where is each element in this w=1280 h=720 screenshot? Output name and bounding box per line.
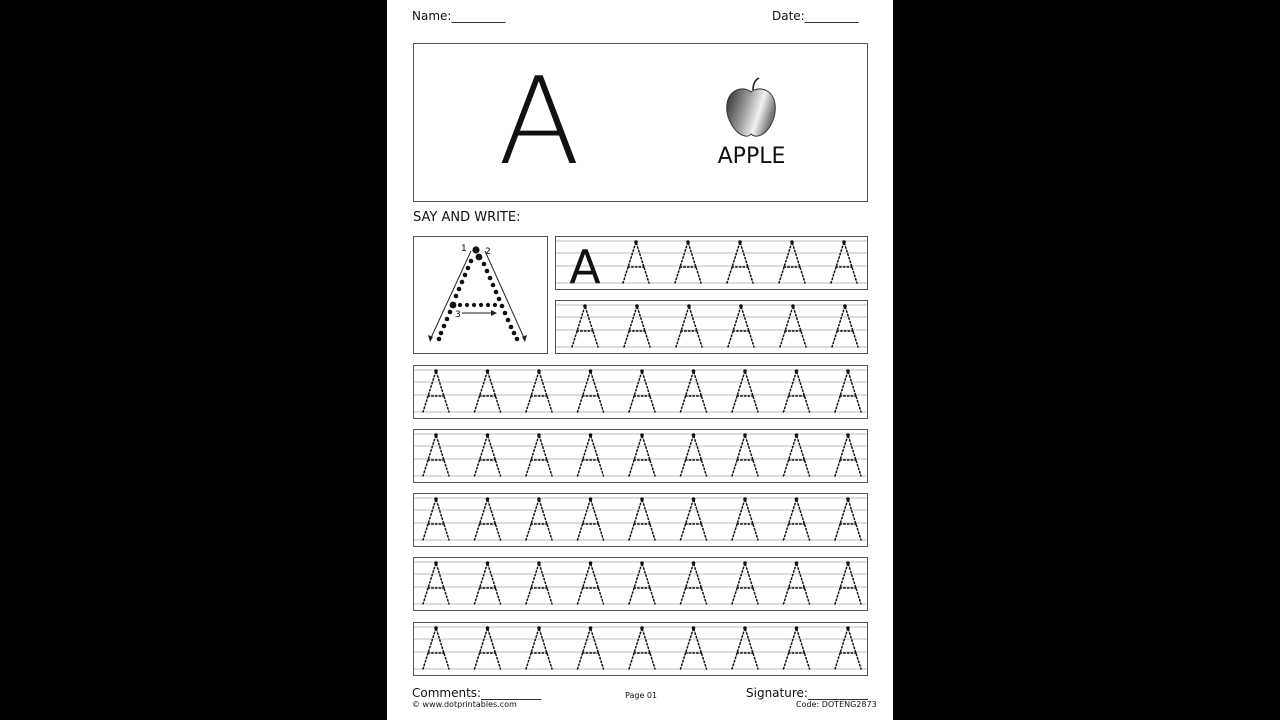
traceable-letter [526, 433, 552, 476]
practice-row-long-5[interactable] [413, 622, 868, 676]
document-code: Code: DOTENG2873 [796, 700, 877, 709]
traceable-letter [732, 626, 758, 669]
traceable-letter [727, 240, 753, 283]
traceable-letter [675, 240, 701, 283]
traceable-letter [681, 369, 707, 412]
practice-row-lines [414, 623, 867, 675]
comments-blank: __________ [481, 686, 542, 700]
traceable-letter [681, 561, 707, 604]
traceable-letter [784, 497, 810, 540]
traceable-letter [572, 304, 598, 347]
traceable-letter [629, 433, 655, 476]
traceable-letter [784, 369, 810, 412]
traceable-letter [681, 626, 707, 669]
stroke-number-3: 3 [455, 310, 461, 320]
traceable-letter [475, 561, 501, 604]
signature-label: Signature: [746, 686, 808, 700]
model-letter: A [569, 240, 601, 289]
traceable-letter [784, 433, 810, 476]
traceable-letter [423, 433, 449, 476]
traceable-letter [784, 561, 810, 604]
traceable-letter [728, 304, 754, 347]
stroke-number-2: 2 [485, 247, 491, 257]
traceable-letter [526, 561, 552, 604]
traceable-letter [676, 304, 702, 347]
traceable-letter [475, 369, 501, 412]
apple-icon [719, 74, 783, 146]
traceable-letter [732, 369, 758, 412]
traceable-letter [624, 304, 650, 347]
traceable-letter [629, 561, 655, 604]
traceable-letter [835, 369, 861, 412]
traceable-letter [578, 561, 604, 604]
traceable-letter [732, 433, 758, 476]
stroke-number-1: 1 [461, 244, 467, 254]
practice-row-long-2[interactable] [413, 429, 868, 483]
practice-row-short-2[interactable] [555, 300, 868, 354]
stroke-guide-box [413, 236, 548, 354]
traceable-letter [629, 497, 655, 540]
traceable-letter [784, 626, 810, 669]
practice-row-lines [414, 558, 867, 610]
name-field[interactable] [412, 9, 505, 23]
date-field[interactable] [772, 9, 859, 23]
hero-letter: A [497, 53, 581, 192]
traceable-letter [835, 433, 861, 476]
traceable-letter [835, 626, 861, 669]
hero-word: APPLE [717, 144, 786, 169]
traceable-letter [578, 626, 604, 669]
name-blank: _________ [451, 9, 506, 23]
traceable-letter [475, 497, 501, 540]
traceable-letter [526, 626, 552, 669]
practice-row-lines [414, 366, 867, 418]
traceable-letter [578, 369, 604, 412]
traceable-letter [832, 304, 858, 347]
traceable-letter [779, 240, 805, 283]
practice-row-lines [556, 237, 867, 289]
date-label: Date: [772, 9, 805, 23]
date-blank: _________ [804, 9, 859, 23]
practice-row-lines [556, 301, 867, 353]
traceable-letter [732, 497, 758, 540]
practice-row-short-1[interactable] [555, 236, 868, 290]
practice-row-long-4[interactable] [413, 557, 868, 611]
traceable-letter [423, 497, 449, 540]
comments-field[interactable] [412, 686, 541, 700]
traceable-letter [526, 497, 552, 540]
instruction-text: SAY AND WRITE: [413, 210, 521, 225]
traceable-letter [629, 626, 655, 669]
copyright-text: © www.dotprintables.com [412, 700, 517, 709]
traceable-letter [578, 433, 604, 476]
traceable-letter [526, 369, 552, 412]
traceable-letter [475, 433, 501, 476]
traceable-letter [623, 240, 649, 283]
hero-box [413, 43, 868, 202]
traceable-letter [732, 561, 758, 604]
name-label: Name: [412, 9, 452, 23]
traceable-letter [475, 626, 501, 669]
stroke-guide-diagram [414, 237, 547, 353]
traceable-letter [681, 497, 707, 540]
page-number: Page 01 [625, 691, 658, 700]
practice-row-long-1[interactable] [413, 365, 868, 419]
comments-label: Comments: [412, 686, 482, 700]
traceable-letter [629, 369, 655, 412]
traceable-letter [780, 304, 806, 347]
traceable-letter [578, 497, 604, 540]
traceable-letter [423, 369, 449, 412]
traceable-letter [831, 240, 857, 283]
traceable-letter [681, 433, 707, 476]
practice-row-lines [414, 430, 867, 482]
practice-row-long-3[interactable] [413, 493, 868, 547]
traceable-letter [835, 497, 861, 540]
practice-row-lines [414, 494, 867, 546]
traceable-letter [423, 561, 449, 604]
signature-blank: __________ [807, 686, 868, 700]
traceable-letter [423, 626, 449, 669]
signature-field[interactable] [746, 686, 868, 700]
traceable-letter [835, 561, 861, 604]
